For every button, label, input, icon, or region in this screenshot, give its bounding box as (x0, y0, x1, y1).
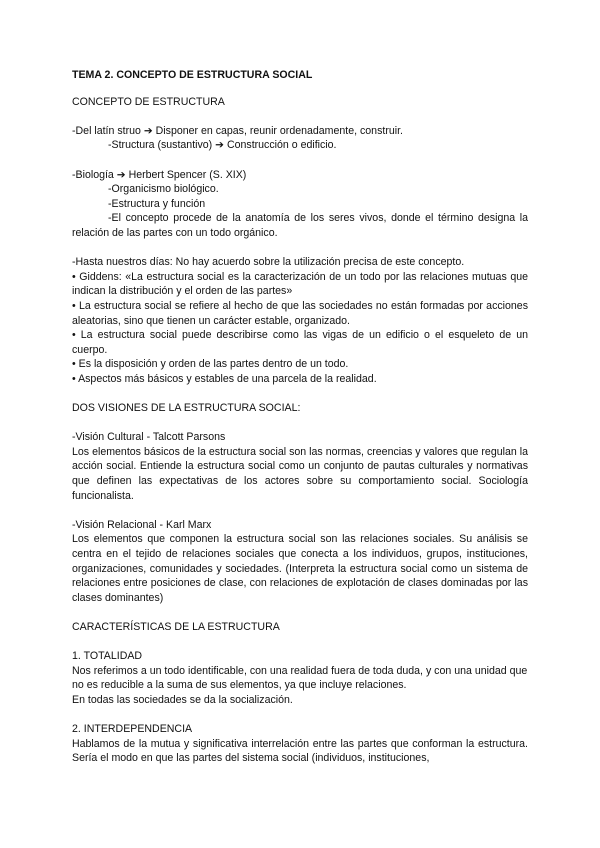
concepto-procede-paragraph: -El concepto procede de la anatomía de los seres vivos, donde el término designa la relación de las partes con un todo orgánico. (72, 212, 528, 239)
bullet-item: • Aspectos más básicos y estables de una parcela de la realidad. (72, 372, 377, 385)
organicismo-line: -Organicismo biológico. (108, 183, 219, 196)
totalidad-paragraph: Nos referimos a un todo identificable, con una realidad fuera de toda duda, y con una unidad que no es reducible a la suma de sus elementos, ya que incluye relaciones. (72, 664, 528, 692)
heading-caracteristicas: CARACTERÍSTICAS DE LA ESTRUCTURA (72, 620, 280, 633)
latin-line: -Del latín struo ➔ Disponer en capas, reunir ordenadamente, construir. (72, 124, 403, 137)
hasta-line: -Hasta nuestros días: No hay acuerdo sobre la utilización precisa de este concepto. (72, 256, 465, 269)
document-page (72, 68, 528, 766)
heading-concepto: CONCEPTO DE ESTRUCTURA (72, 95, 225, 108)
interdependencia-paragraph: Hablamos de la mutua y significativa interrelación entre las partes que conforman la estructura. Sería el modo en que las partes del sistema social (individuos, instituciones, (72, 737, 528, 765)
totalidad-socializacion-line: En todas las sociedades se da la socialización. (72, 693, 293, 706)
vision-cultural-paragraph: Los elementos básicos de la estructura social son las normas, creencias y valores que regulan la acción social. Entiende la estructura social como un conjunto de pautas culturales y normativas que definen las expectativas de los actores sobre su comportamiento social. Sociología funcionalista. (72, 445, 528, 502)
totalidad-heading: 1. TOTALIDAD (72, 650, 143, 663)
interdependencia-heading: 2. INTERDEPENDENCIA (72, 723, 193, 736)
estructura-funcion-line: -Estructura y función (108, 197, 206, 210)
vision-cultural-heading: -Visión Cultural - Talcott Parsons (72, 431, 226, 444)
structura-line: -Structura (sustantivo) ➔ Construcción o edificio. (108, 139, 337, 152)
document-title: TEMA 2. CONCEPTO DE ESTRUCTURA SOCIAL (72, 69, 313, 81)
bullet-item: • Giddens: «La estructura social es la caracterización de un todo por las relaciones mutuas que indican la distribución y el orden de las partes» (72, 270, 528, 298)
bullet-item: • La estructura social puede describirse como las vigas de un edificio o el esqueleto de un cuerpo. (72, 329, 528, 356)
vision-relacional-heading: -Visión Relacional - Karl Marx (72, 518, 212, 531)
vision-relacional-paragraph: Los elementos que componen la estructura social son las relaciones sociales. Su análisis se centra en el tejido de relaciones sociales que conecta a los individuos, grupos, instituciones, organizaciones, comunidades y sociedades. (Interpreta la estructura social como un sistema de relaciones entre posiciones de clase, con relaciones de explotación de clases dominadas por las clases dominantes) (72, 533, 528, 604)
biologia-line: -Biología ➔ Herbert Spencer (S. XIX) (72, 168, 247, 181)
heading-dos-visiones: DOS VISIONES DE LA ESTRUCTURA SOCIAL: (72, 402, 301, 415)
bullet-item: • Es la disposición y orden de las partes dentro de un todo. (72, 358, 349, 371)
bullet-item: • La estructura social se refiere al hecho de que las sociedades no están formadas por acciones aleatorias, sino que tienen un carácter estable, organizado. (72, 299, 528, 327)
